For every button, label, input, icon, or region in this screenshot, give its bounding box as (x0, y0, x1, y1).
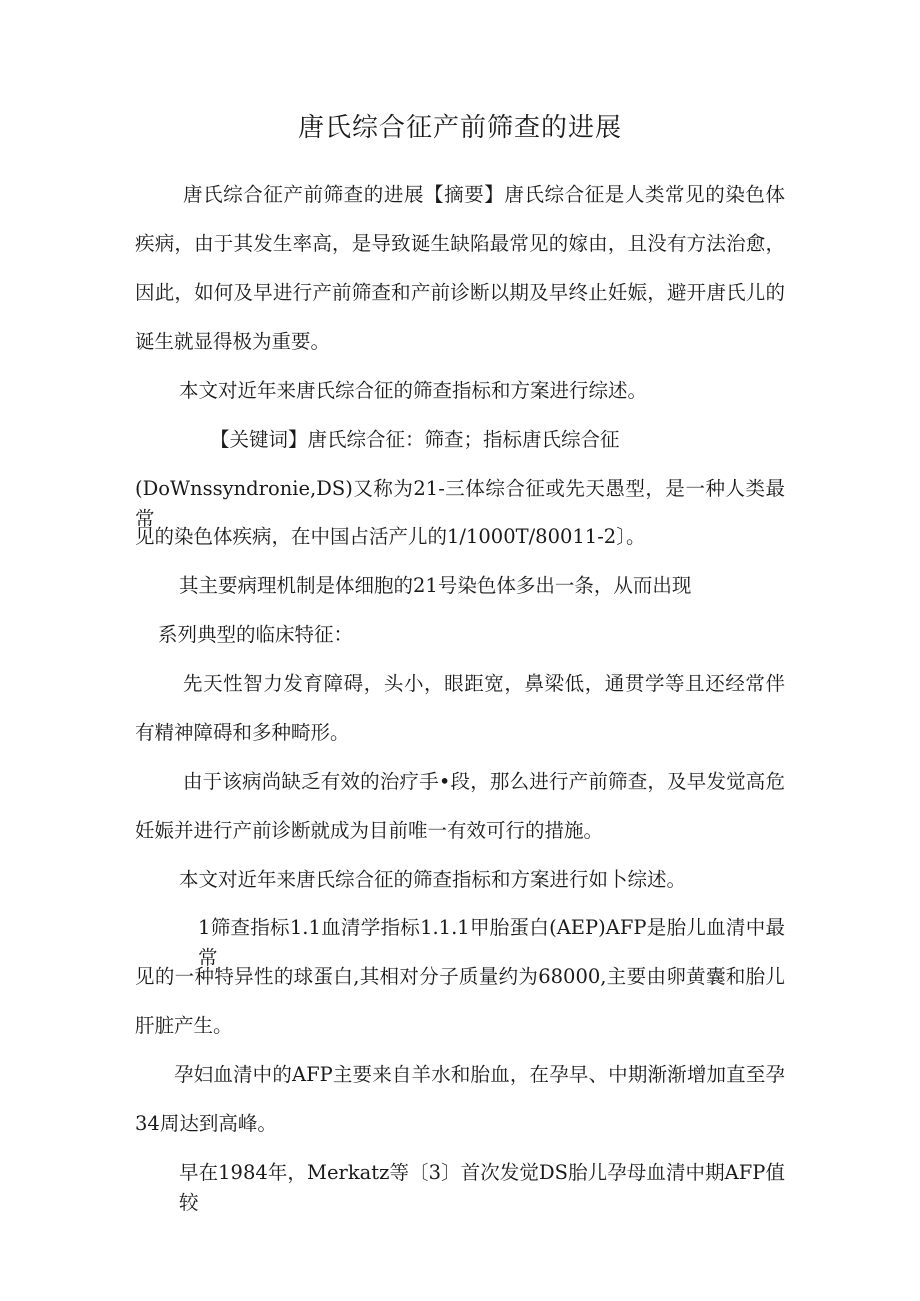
paragraph-line: 早在1984年，Merkatz等〔3〕首次发觉DS胎儿孕母血清中期AFP值较 (179, 1161, 785, 1214)
paragraph-line: 疾病，由于其发生率高，是导致诞生缺陷最常见的嫁由，且没有方法治愈， (135, 232, 785, 255)
paragraph-line: 见的染色体疾病，在中国占活产儿的1/1000T/80011-2〕。 (135, 525, 646, 548)
paragraph-line: 由于该病尚缺乏有效的治疗手•段，那么进行产前筛查，及早发觉高危 (183, 770, 785, 793)
page-title: 唐氏综合征产前筛查的进展 (297, 113, 622, 143)
paragraph-line: 诞生就显得极为重要。 (135, 330, 331, 353)
paragraph-line: 先天性智力发育障碍，头小，眼距宽，鼻梁低，通贯学等且还经常伴 (183, 672, 785, 695)
paragraph-line: 妊娠并进行产前诊断就成为目前唯一有效可行的措施。 (135, 819, 604, 842)
paragraph-line: 见的一种特异性的球蛋白,其相对分子质量约为68000,主要由卵黄囊和胎儿 (135, 965, 785, 988)
paragraph-line: 1筛查指标1.1血清学指标1.1.1甲胎蛋白(AEP)AFP是胎儿血清中最常 (198, 916, 785, 969)
paragraph-line: 其主要病理机制是体细胞的21号染色体多出一条，从而出现 (179, 574, 692, 597)
paragraph-line: 唐氏综合征产前筛查的进展【摘要】唐氏综合征是人类常见的染色体 (183, 183, 785, 206)
paragraph-line: 因此，如何及早进行产前筛查和产前诊断以期及早终止妊娠，避开唐氏儿的 (135, 281, 785, 304)
paragraph-line: 有精神障碍和多种畸形。 (135, 721, 350, 744)
paragraph-line: 肝脏产生。 (135, 1014, 233, 1037)
paragraph-line: 本文对近年来唐氏综合征的筛查指标和方案进行如卜综述。 (179, 868, 687, 891)
paragraph-line: 本文对近年来唐氏综合征的筛查指标和方案进行综述。 (179, 379, 648, 402)
paragraph-line: (DoWnssyndronie,DS)又称为21-三体综合征或先天愚型，是一种人类最常 (135, 477, 785, 530)
paragraph-line: 系列典型的临床特征： (158, 623, 354, 646)
paragraph-line: 孕妇血清中的AFP主要来自羊水和胎血，在孕早、中期渐渐增加直至孕 (174, 1063, 785, 1086)
paragraph-line: 34周达到高峰。 (135, 1112, 277, 1135)
paragraph-line: 【关键词】唐氏综合征：筛查；指标唐氏综合征 (210, 428, 620, 451)
